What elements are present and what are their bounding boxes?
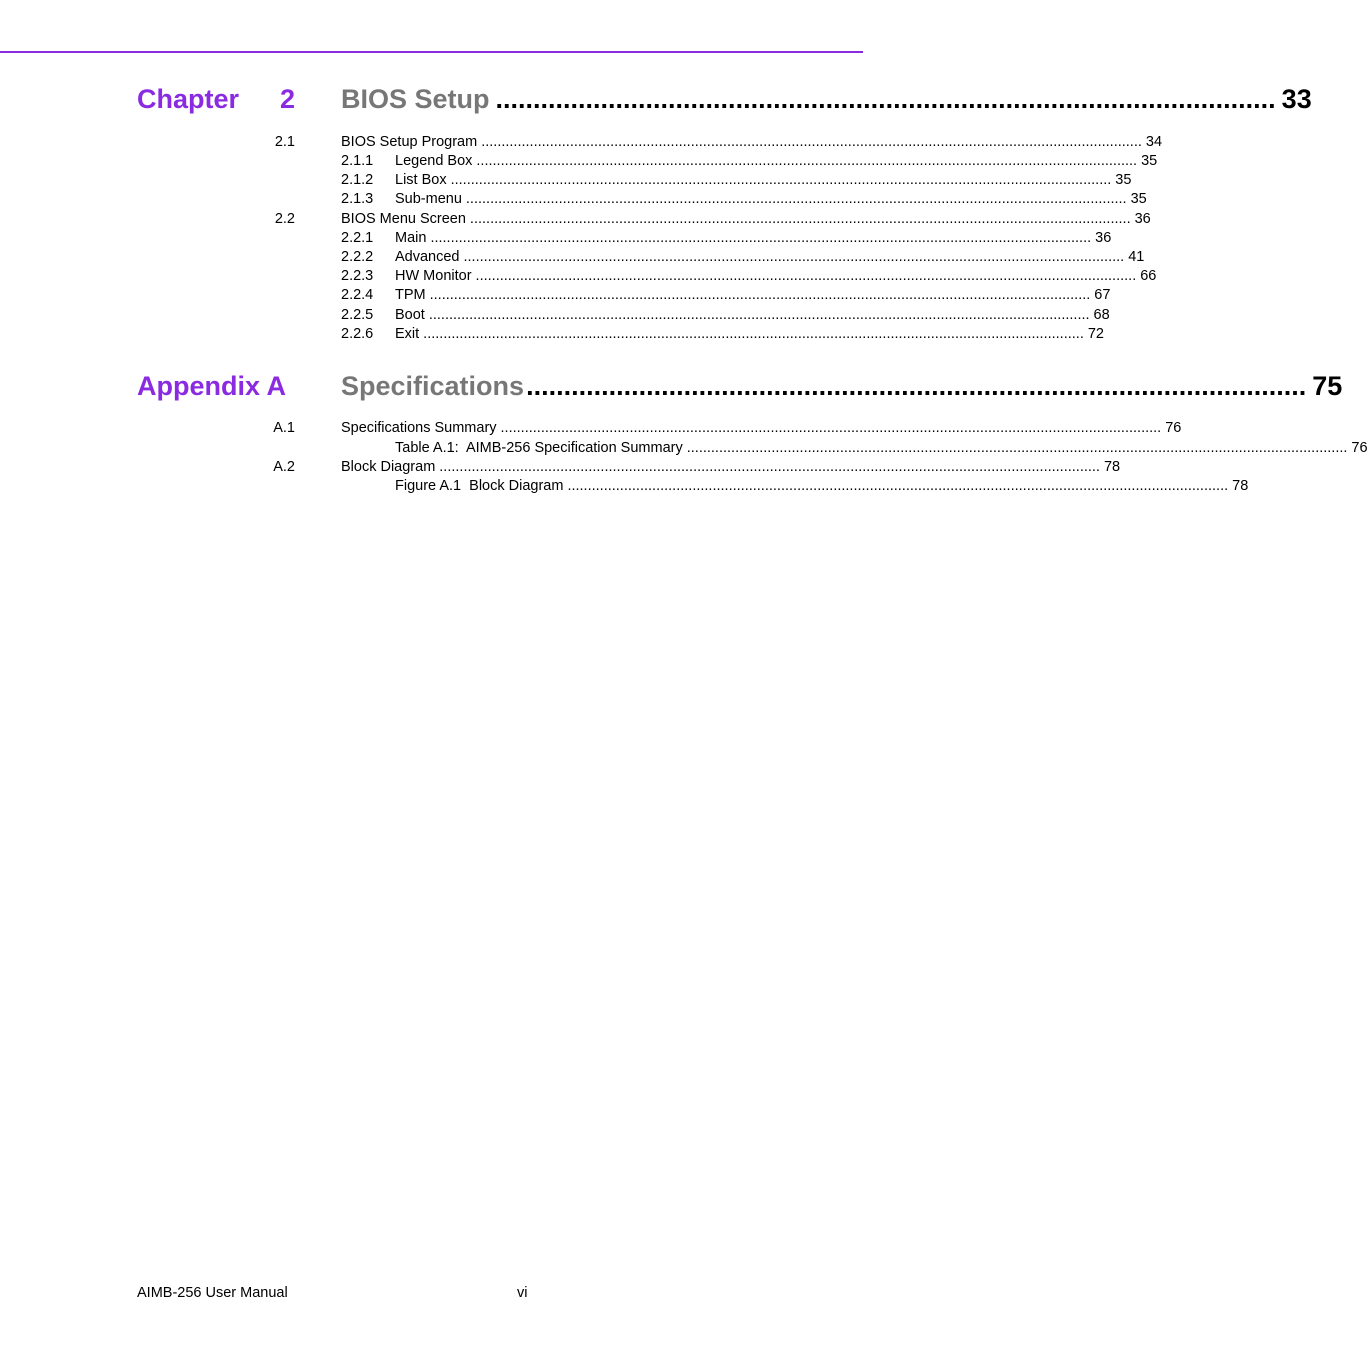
toc-figure-entry[interactable] xyxy=(0,439,1368,458)
entry-number: A.1 xyxy=(273,420,295,436)
chapter-page: 33 xyxy=(1281,84,1312,114)
entry-page: 36 xyxy=(1095,230,1112,246)
entry-number: A.2 xyxy=(273,459,295,475)
entry-title: BIOS Setup Program xyxy=(341,134,478,150)
header-rule xyxy=(0,51,863,53)
dot-leader: .................................................................................................................................................................... xyxy=(463,249,1125,265)
dot-leader: .................................................................................................................................................................... xyxy=(450,172,1112,188)
entry-page: 36 xyxy=(1134,211,1151,227)
entry-page: 72 xyxy=(1087,326,1104,342)
toc-figure-entry[interactable] xyxy=(0,477,1249,496)
appendix-heading xyxy=(0,371,1343,411)
entry-title: Table A.1: AIMB-256 Specification Summary xyxy=(395,440,683,456)
dot-leader: .................................................................................................................................................................... xyxy=(686,440,1348,456)
entry-page: 66 xyxy=(1140,268,1157,284)
entry-title: HW Monitor xyxy=(395,268,472,284)
entry-number: 2.2.3 xyxy=(341,268,374,284)
toc-entry[interactable] xyxy=(0,419,1182,438)
entry-title: Block Diagram xyxy=(341,459,436,475)
entry-page: 35 xyxy=(1115,172,1132,188)
toc-entry[interactable] xyxy=(0,190,1147,209)
dot-leader: .................................................................................................................................................................... xyxy=(439,459,1100,475)
dot-leader: .................................................................................................................................................................... xyxy=(428,307,1090,323)
dot-leader: .................................................................................................................................................................... xyxy=(465,191,1127,207)
dot-leader: .................................................................................................................................................................... xyxy=(567,478,1229,494)
dot-leader: .................................................................................................................................................................... xyxy=(476,153,1138,169)
appendix-page: 75 xyxy=(1312,371,1343,401)
entry-number: 2.2.1 xyxy=(341,230,374,246)
entry-page: 78 xyxy=(1232,478,1249,494)
toc-entry[interactable] xyxy=(0,171,1132,190)
entry-page: 78 xyxy=(1103,459,1121,475)
entry-title: Exit xyxy=(395,326,420,342)
toc-entry[interactable] xyxy=(0,286,1111,305)
dot-leader: .................................................................................................................................................................... xyxy=(430,230,1092,246)
entry-number: 2.2.5 xyxy=(341,307,374,323)
footer-page-number: vi xyxy=(517,1285,528,1301)
toc-entry[interactable] xyxy=(0,325,1104,344)
entry-number: 2.2 xyxy=(274,211,295,227)
chapter-toc-line[interactable] xyxy=(341,84,1312,115)
dot-leader: ........................................................................................................ xyxy=(495,84,1276,114)
dot-leader: .................................................................................................................................................................... xyxy=(500,420,1162,436)
entry-number: 2.1.1 xyxy=(341,153,374,169)
chapter-label: Chapter xyxy=(137,84,240,114)
toc-entry[interactable] xyxy=(0,306,1110,325)
chapter-number: 2 xyxy=(279,84,295,114)
entry-title: BIOS Menu Screen xyxy=(341,211,466,227)
entry-page: 67 xyxy=(1094,287,1111,303)
entry-title: List Box xyxy=(395,172,447,188)
entry-number: 2.2.6 xyxy=(341,326,374,342)
chapter-heading xyxy=(0,84,1312,124)
dot-leader: .................................................................................................................................................................... xyxy=(469,211,1131,227)
entry-page: 34 xyxy=(1145,134,1163,150)
dot-leader: ........................................................................................................ xyxy=(526,371,1307,401)
entry-page: 35 xyxy=(1141,153,1158,169)
entry-title: Sub-menu xyxy=(395,191,462,207)
entry-title: Legend Box xyxy=(395,153,473,169)
toc-entry[interactable] xyxy=(0,267,1157,286)
chapter-title: BIOS Setup xyxy=(341,84,490,114)
toc-entry[interactable] xyxy=(0,210,1151,229)
entry-page: 41 xyxy=(1128,249,1145,265)
entry-title: TPM xyxy=(395,287,426,303)
toc-entry[interactable] xyxy=(0,229,1112,248)
footer-manual-name: AIMB-256 User Manual xyxy=(137,1285,288,1301)
entry-number: 2.1 xyxy=(274,134,295,150)
entry-number: 2.2.4 xyxy=(341,287,374,303)
toc-entry[interactable] xyxy=(0,458,1121,477)
entry-title: Figure A.1 Block Diagram xyxy=(395,478,564,494)
entry-title: Main xyxy=(395,230,427,246)
entry-number: 2.1.3 xyxy=(341,191,374,207)
entry-page: 76 xyxy=(1351,440,1368,456)
toc-entry[interactable] xyxy=(0,133,1163,152)
entry-number: 2.1.2 xyxy=(341,172,374,188)
dot-leader: .................................................................................................................................................................... xyxy=(423,326,1084,342)
entry-title: Specifications Summary xyxy=(341,420,497,436)
dot-leader: .................................................................................................................................................................... xyxy=(475,268,1137,284)
appendix-toc-line[interactable] xyxy=(341,371,1343,402)
entry-page: 76 xyxy=(1165,420,1182,436)
entry-title: Advanced xyxy=(395,249,460,265)
entry-page: 35 xyxy=(1130,191,1147,207)
dot-leader: .................................................................................................................................................................... xyxy=(481,134,1142,150)
dot-leader: .................................................................................................................................................................... xyxy=(429,287,1091,303)
toc-entry[interactable] xyxy=(0,152,1158,171)
appendix-label: Appendix A xyxy=(137,371,287,401)
entry-page: 68 xyxy=(1093,307,1110,323)
appendix-title: Specifications xyxy=(341,371,525,401)
entry-number: 2.2.2 xyxy=(341,249,374,265)
entry-title: Boot xyxy=(395,307,425,323)
toc-entry[interactable] xyxy=(0,248,1145,267)
